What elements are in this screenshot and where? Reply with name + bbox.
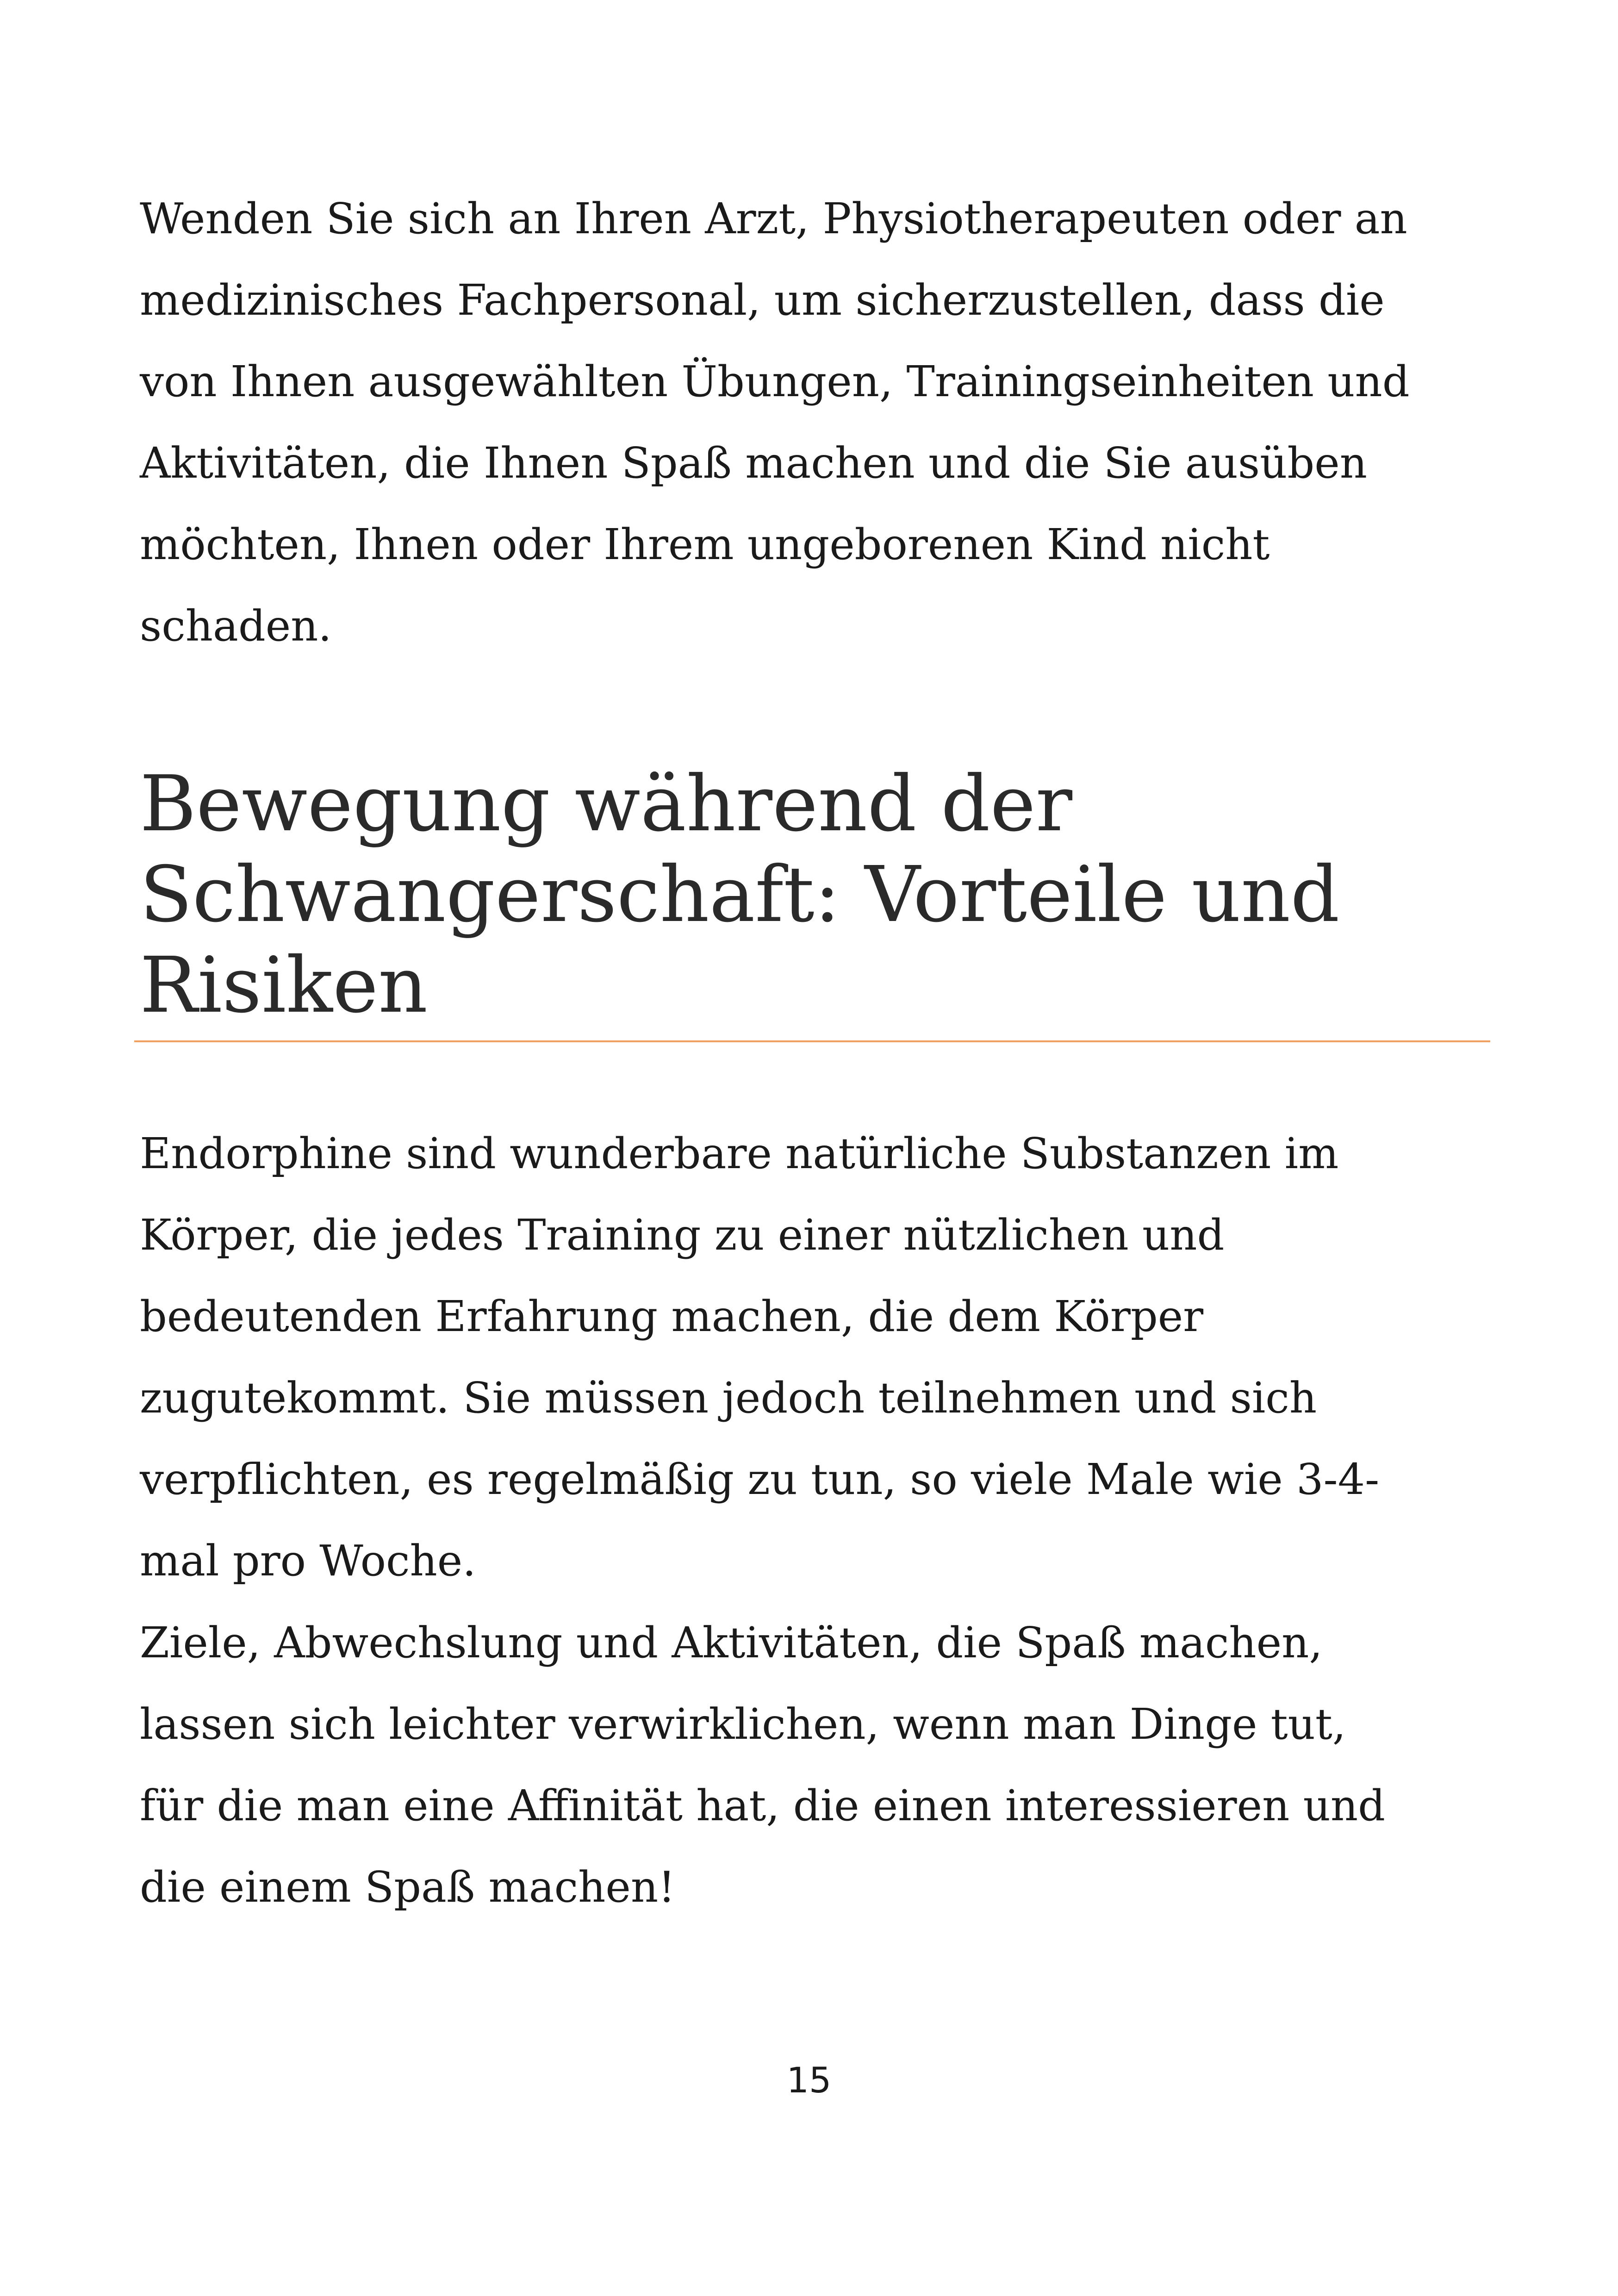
paragraph-line: Aktivitäten, die Ihnen Spaß machen und die Sie ausüben	[140, 438, 1367, 488]
heading-line: Schwangerschaft: Vorteile und	[140, 850, 1340, 940]
heading-line: Bewegung während der	[140, 759, 1073, 849]
paragraph-line: bedeutenden Erfahrung machen, die dem Körper	[140, 1292, 1204, 1341]
paragraph-line: lassen sich leichter verwirklichen, wenn man Dinge tut,	[140, 1699, 1346, 1749]
body-paragraph-ziele	[140, 1602, 1510, 1928]
paragraph-line: Ziele, Abwechslung und Aktivitäten, die Spaß machen,	[140, 1618, 1323, 1668]
body-paragraph-endorphine	[140, 1113, 1510, 1602]
paragraph-line: Körper, die jedes Training zu einer nützlichen und	[140, 1210, 1225, 1260]
paragraph-line: zugutekommt. Sie müssen jedoch teilnehmen und sich	[140, 1373, 1317, 1423]
page-number: 15	[786, 2060, 832, 2101]
paragraph-line: möchten, Ihnen oder Ihrem ungeborenen Kind nicht	[140, 520, 1270, 569]
paragraph-line: für die man eine Affinität hat, die einen interessieren und	[140, 1781, 1385, 1830]
intro-paragraph	[140, 178, 1510, 667]
paragraph-line: schaden.	[140, 601, 332, 651]
paragraph-line: von Ihnen ausgewählten Übungen, Trainingseinheiten und	[140, 357, 1410, 406]
heading-line: Risiken	[140, 941, 428, 1030]
paragraph-line: Endorphine sind wunderbare natürliche Substanzen im	[140, 1129, 1339, 1178]
paragraph-line: verpflichten, es regelmäßig zu tun, so viele Male wie 3-4-	[140, 1455, 1380, 1504]
paragraph-line: mal pro Woche.	[140, 1536, 476, 1586]
paragraph-line: Wenden Sie sich an Ihren Arzt, Physiotherapeuten oder an	[140, 194, 1407, 243]
paragraph-line: die einem Spaß machen!	[140, 1862, 676, 1912]
paragraph-line: medizinisches Fachpersonal, um sicherzustellen, dass die	[140, 275, 1385, 325]
heading-underline-rule	[134, 1040, 1490, 1042]
section-heading	[140, 759, 1519, 1031]
